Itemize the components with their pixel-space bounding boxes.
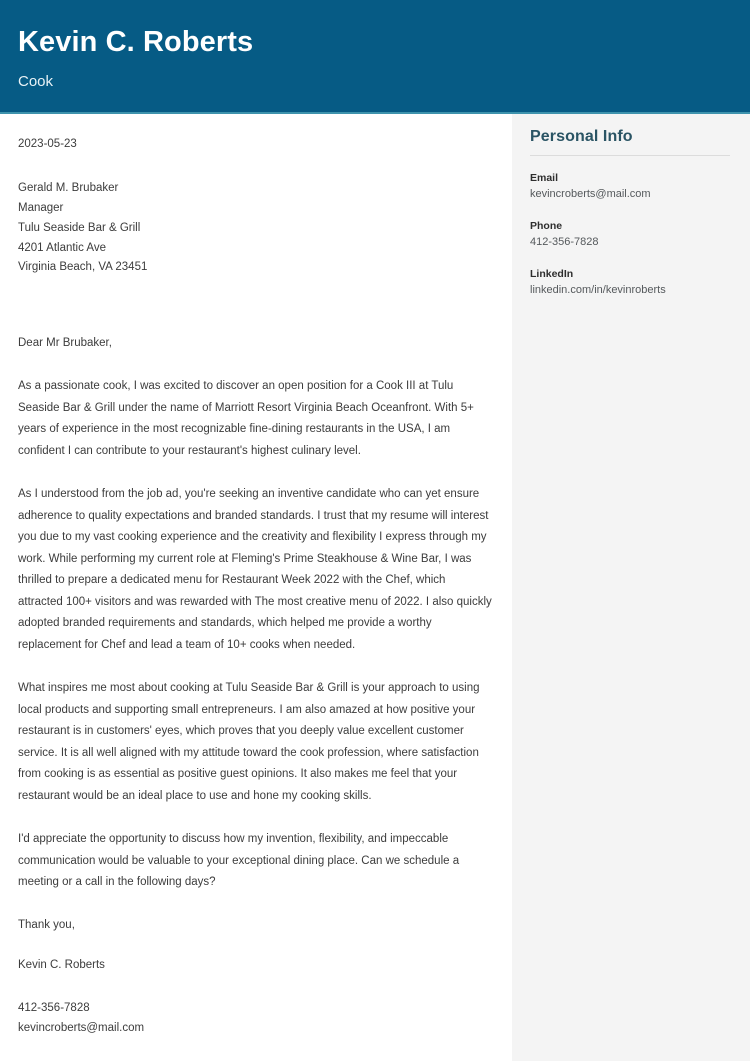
letter-body xyxy=(0,114,512,1061)
info-label: Phone xyxy=(530,219,563,232)
info-label: Email xyxy=(530,172,559,184)
recipient-city-state-zip: Virginia Beach, VA 23451 xyxy=(18,261,148,274)
recipient-name: Gerald M. Brubaker xyxy=(18,182,119,195)
letter-date: 2023-05-23 xyxy=(18,138,77,150)
info-value-phone[interactable]: 412-356-7828 xyxy=(530,236,599,249)
letter-paragraph: What inspires me most about cooking at Tulu Seaside Bar & Grill is your approach to using local products and supporting small entrepreneurs. I am also amazed at how positive your restaurant is in customers' eyes, which proves that you deeply value excellent customer service. It is all well aligned with my attitude toward the cook profession, where satisfaction from cooking is as essential as positive guest opinions. It also makes me feel that your restaurant would be an ideal place to use and hone my cooking skills. xyxy=(18,682,480,802)
applicant-name: Kevin C. Roberts xyxy=(18,26,254,58)
recipient-address-block xyxy=(18,179,492,278)
letter-closing: Thank you, xyxy=(18,918,75,931)
personal-info-sidebar xyxy=(512,114,750,1061)
signature-contact-block xyxy=(18,999,492,1039)
recipient-street: 4201 Atlantic Ave xyxy=(18,241,107,254)
signature-name: Kevin C. Roberts xyxy=(18,959,105,972)
info-item-linkedin xyxy=(530,266,730,300)
letter-paragraph: As a passionate cook, I was excited to discover an open position for a Cook III at Tulu Seaside Bar & Grill under the name of Marriott Resort Virginia Beach Oceanfront. With 5+ years of experience in the most recognizable fine-dining restaurants in the USA, I am confident I can contribute to your restaurant's highest culinary level. xyxy=(18,380,474,457)
letter-salutation: Dear Mr Brubaker, xyxy=(18,337,112,350)
info-item-email xyxy=(530,170,730,204)
info-item-phone xyxy=(530,218,730,252)
letter-paragraph: As I understood from the job ad, you're seeking an inventive candidate who can yet ensure adherence to quality expectations and branded standards. I trust that my resume will interest you due to my vast cooking experience and the creativity and flexibility I express through my work. While performing my current role at Fleming's Prime Steakhouse & Wine Bar, I was thrilled to prepare a dedicated menu for Restaurant Week 2022 with the Chef, which attracted 100+ visitors and was rewarded with The most creative menu of 2022. I also quickly adopted branded requirements and standards, which helped me provide a worthy replacement for Chef and lead a team of 10+ cooks when needed. xyxy=(18,488,492,651)
sidebar-heading: Personal Info xyxy=(530,128,730,156)
info-value-email[interactable]: kevincroberts@mail.com xyxy=(530,188,651,201)
info-value-linkedin[interactable]: linkedin.com/in/kevinroberts xyxy=(530,283,666,296)
info-label: LinkedIn xyxy=(530,267,574,280)
letter-header xyxy=(0,0,750,114)
recipient-title: Manager xyxy=(18,202,64,215)
letter-paragraph: I'd appreciate the opportunity to discuss how my invention, flexibility, and impeccable communication would be valuable to your exceptional dining place. Can we schedule a meeting or a call in the following days? xyxy=(18,833,460,889)
signature-email: kevincroberts@mail.com xyxy=(18,1021,145,1034)
recipient-company: Tulu Seaside Bar & Grill xyxy=(18,221,141,234)
signature-phone: 412-356-7828 xyxy=(18,1001,90,1014)
applicant-job-title: Cook xyxy=(18,73,54,91)
